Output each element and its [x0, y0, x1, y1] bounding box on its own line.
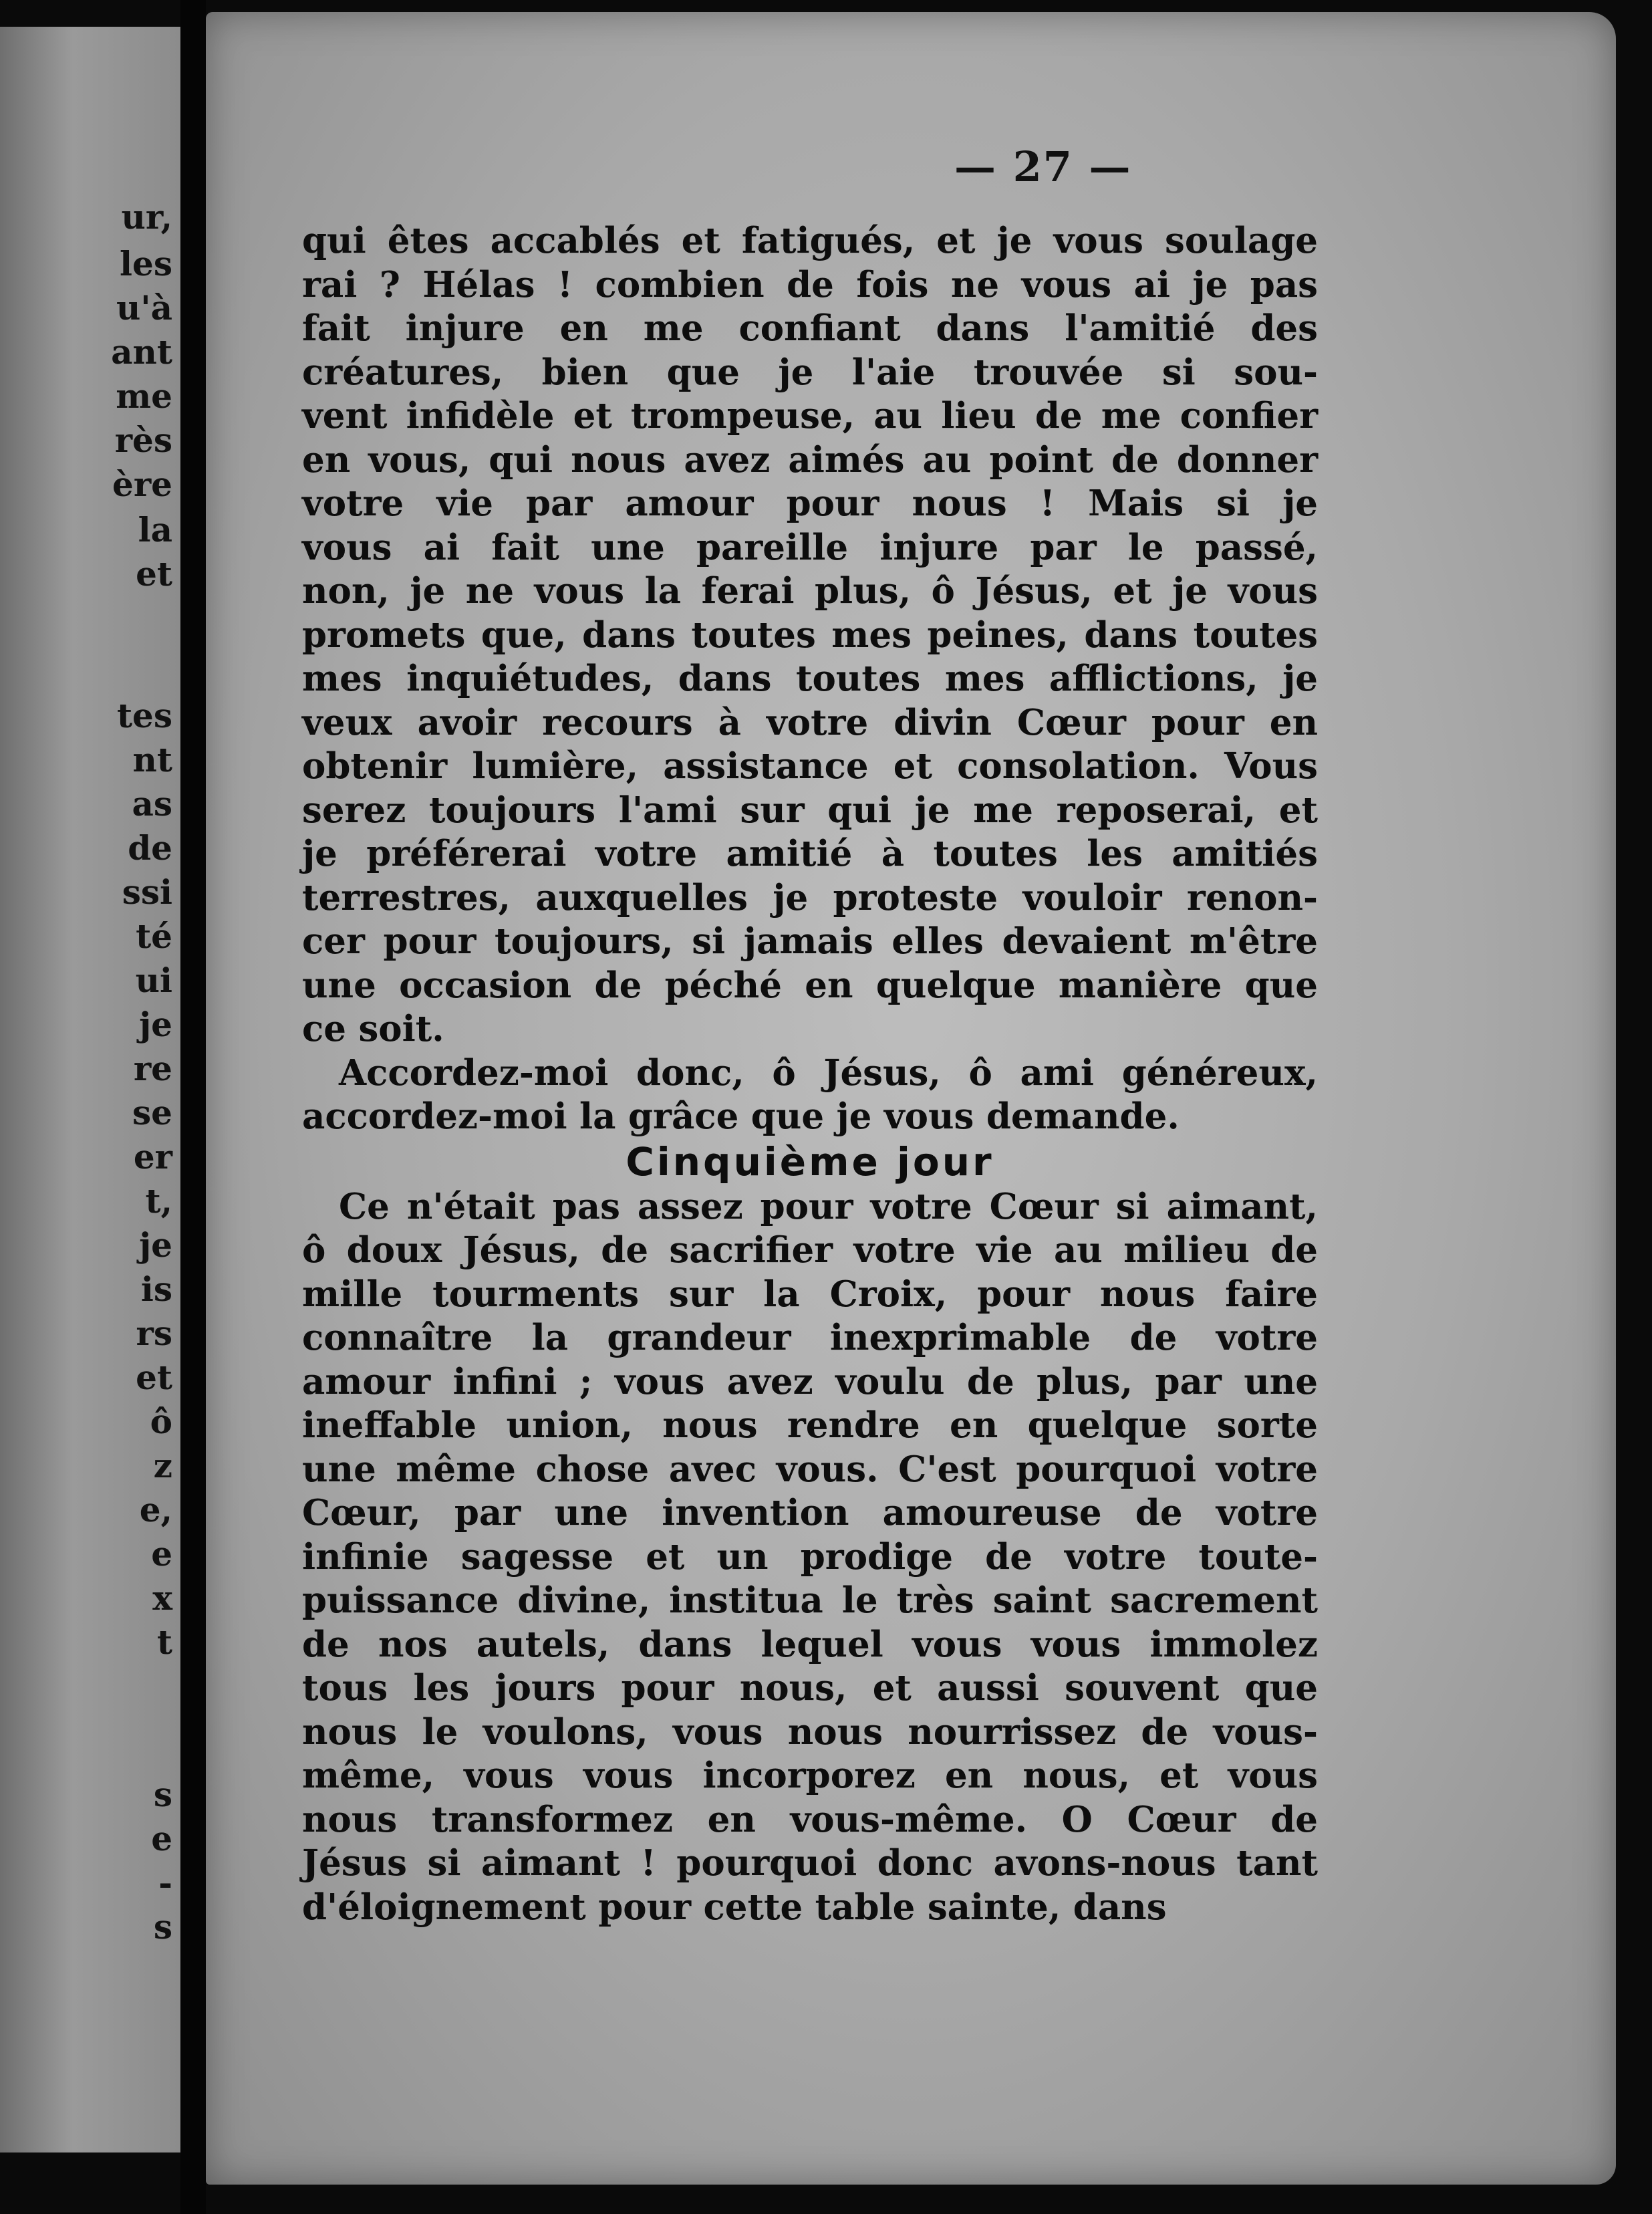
text-line: obtenir lumière, assistance et consolation. Vous	[302, 745, 1318, 787]
text-line: Ce n'était pas assez pour votre Cœur si aimant,	[339, 1185, 1318, 1227]
left-page-text-fragment: e,	[139, 1490, 172, 1529]
left-page-text-fragment: et	[136, 1358, 172, 1397]
left-page-text-fragment: ur,	[121, 197, 172, 237]
text-line: d'éloignement pour cette table sainte, dans	[302, 1886, 1167, 1928]
left-page-text-fragment: ô	[150, 1402, 172, 1441]
paragraph-2	[302, 1052, 1318, 1139]
text-line: nous transformez en vous-même. O Cœur de	[302, 1798, 1318, 1840]
text-line: terrestres, auxquelles je proteste vouloir renon-	[302, 876, 1318, 918]
text-line: fait injure en me confiant dans l'amitié des	[302, 308, 1318, 349]
left-page-text-fragment: z	[153, 1446, 172, 1485]
left-page-text-fragment: t,	[145, 1181, 172, 1221]
text-line: rai ? Hélas ! combien de fois ne vous ai je pas	[302, 263, 1318, 305]
left-page-text-fragment: is	[140, 1269, 172, 1309]
text-line: ineffable union, nous rendre en quelque sorte	[302, 1404, 1318, 1446]
section-heading: Cinquième jour	[626, 1138, 994, 1185]
left-page-text-fragment: s	[153, 1907, 172, 1947]
left-page-text-fragment: se	[132, 1093, 172, 1132]
text-line: je préférerai votre amitié à toutes les amitiés	[302, 833, 1318, 874]
left-page-text-fragment: ant	[111, 332, 172, 372]
text-line: ô doux Jésus, de sacrifier votre vie au milieu de	[302, 1229, 1318, 1271]
text-line: une même chose avec vous. C'est pourquoi votre	[302, 1448, 1318, 1490]
book-gutter	[180, 0, 206, 2214]
text-line: infinie sagesse et un prodige de votre toute-	[302, 1535, 1318, 1578]
text-line: qui êtes accablés et fatigués, et je vous soulage	[302, 220, 1318, 261]
left-page-text-fragment: ssi	[122, 872, 172, 912]
text-line: tous les jours pour nous, et aussi souvent que	[302, 1667, 1318, 1709]
left-page-text-fragment: tes	[116, 696, 172, 735]
text-line: mille tourments sur la Croix, pour nous faire	[302, 1273, 1318, 1315]
left-page-text-fragment: de	[128, 828, 172, 868]
text-line: vous ai fait une pareille injure par le passé,	[302, 526, 1318, 568]
text-line: mes inquiétudes, dans toutes mes afflictions, je	[302, 658, 1318, 699]
text-line: accordez-moi la grâce que je vous demande.	[302, 1096, 1180, 1137]
left-page-text-fragment: er	[133, 1137, 172, 1177]
text-line: vent infidèle et trompeuse, au lieu de me confier	[302, 395, 1318, 437]
text-line: cer pour toujours, si jamais elles devaient m'être	[302, 920, 1318, 962]
left-page-text-fragment: la	[138, 510, 172, 549]
left-page-text-fragment: rs	[136, 1314, 172, 1353]
text-line: promets que, dans toutes mes peines, dans toutes	[302, 614, 1318, 656]
paragraph-3	[302, 1185, 1318, 1930]
text-line: non, je ne vous la ferai plus, ô Jésus, et je vous	[302, 570, 1318, 612]
text-line: ce soit.	[302, 1008, 444, 1050]
left-page-text-fragment: et	[136, 554, 172, 594]
text-line: nous le voulons, vous nous nourrissez de vous-	[302, 1711, 1318, 1753]
page-number: — 27 —	[954, 142, 1132, 191]
text-line: en vous, qui nous avez aimés au point de donner	[302, 439, 1318, 481]
left-page-text-fragment: t	[156, 1622, 172, 1662]
left-page-text-fragment: e	[151, 1819, 172, 1858]
text-line: veux avoir recours à votre divin Cœur pour en	[302, 701, 1318, 743]
text-line: serez toujours l'ami sur qui je me reposerai, et	[302, 789, 1318, 831]
left-page-text-fragment: rès	[114, 420, 172, 460]
left-page-text-fragment: nt	[132, 740, 172, 779]
text-line: votre vie par amour pour nous ! Mais si je	[302, 483, 1318, 524]
left-page-text-fragment: ère	[112, 465, 172, 504]
text-line: Accordez-moi donc, ô Jésus, ô ami généreux,	[339, 1052, 1318, 1094]
text-line: Jésus si aimant ! pourquoi donc avons-nous tant	[302, 1842, 1318, 1884]
left-page-text-fragment: les	[120, 244, 172, 283]
left-page-text-fragment: re	[133, 1049, 172, 1088]
page-body	[302, 219, 1318, 1929]
paragraph-1	[302, 219, 1318, 1052]
left-page-text-fragment: je	[139, 1005, 172, 1044]
left-page-text-fragment: as	[132, 784, 172, 824]
left-page-fragment	[0, 27, 180, 2152]
text-line: amour infini ; vous avez voulu de plus, par une	[302, 1360, 1318, 1402]
text-line: Cœur, par une invention amoureuse de votre	[302, 1492, 1318, 1533]
left-page-text-fragment: s	[153, 1775, 172, 1814]
left-page-text-fragment: je	[139, 1225, 172, 1265]
left-page-text-fragment: x	[152, 1578, 172, 1618]
text-line: de nos autels, dans lequel vous vous immolez	[302, 1623, 1318, 1665]
left-page-text-fragment: -	[158, 1863, 172, 1902]
left-page-text-fragment: e	[151, 1534, 172, 1574]
text-line: une occasion de péché en quelque manière que	[302, 964, 1318, 1006]
left-page-text-fragment: ui	[135, 961, 172, 1000]
left-page-text-fragment: u'à	[116, 288, 172, 328]
text-line: créatures, bien que je l'aie trouvée si sou-	[302, 351, 1318, 393]
text-line: même, vous vous incorporez en nous, et vous	[302, 1755, 1318, 1796]
left-page-text-fragment: me	[116, 376, 172, 416]
left-page-text-fragment: té	[136, 916, 172, 956]
text-line: connaître la grandeur inexprimable de votre	[302, 1317, 1318, 1358]
text-line: puissance divine, institua le très saint sacrement	[302, 1580, 1318, 1621]
